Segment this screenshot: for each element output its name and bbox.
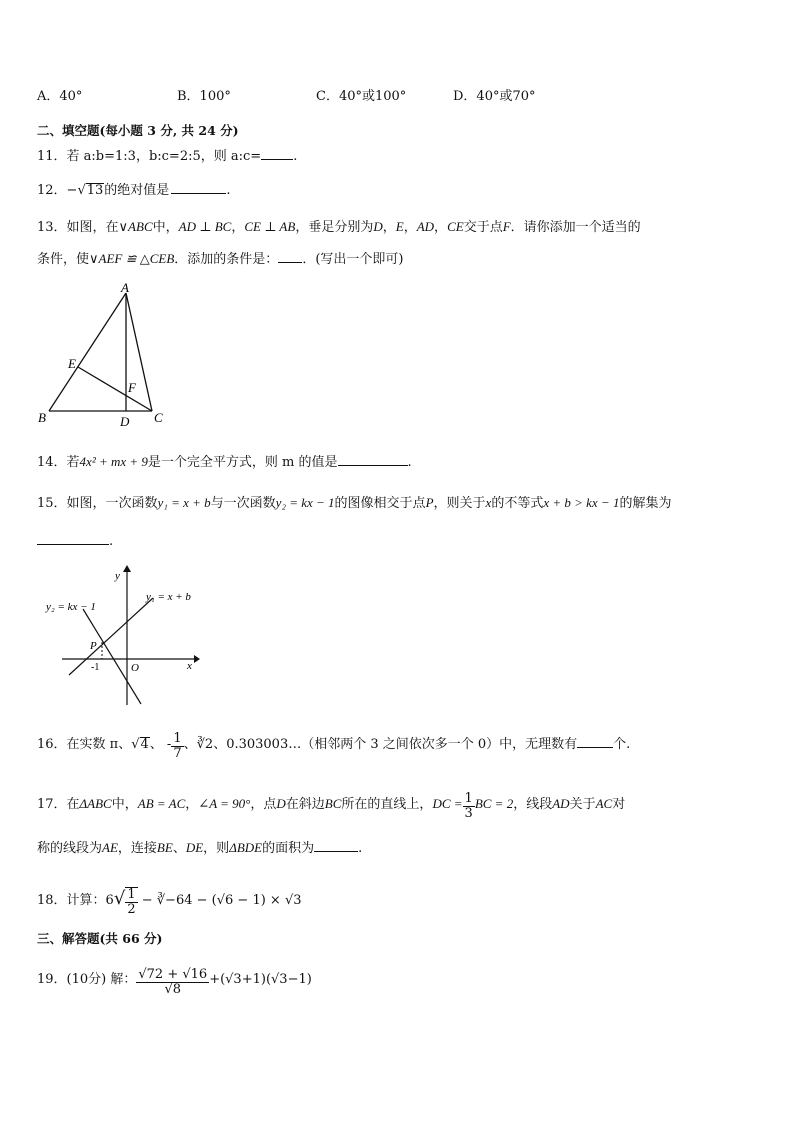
q17-text: 称的线段为 bbox=[37, 841, 103, 856]
question-17-line-1 bbox=[37, 792, 625, 821]
label-neg-one: -1 bbox=[91, 662, 100, 673]
q16-cuberoot: ∛2 bbox=[196, 737, 214, 752]
q13-text: ，垂足分别为 bbox=[295, 220, 374, 235]
q18-operator: × bbox=[265, 893, 285, 908]
q19-text: 19．(10分) 解： bbox=[37, 972, 137, 987]
q16-text: 、0.303003…（相邻两个 3 之间依次多一个 0）中，无理数有 bbox=[213, 737, 578, 752]
q17-condition: AB = AC bbox=[137, 796, 186, 811]
q15-inequality: x + b > kx − 1 bbox=[543, 495, 620, 510]
q12-number: 12． bbox=[37, 183, 67, 198]
question-14 bbox=[37, 453, 412, 471]
q18-numerator: 1 bbox=[127, 887, 136, 902]
q18-operator: − bbox=[137, 893, 157, 908]
label-y-axis: y bbox=[115, 570, 120, 582]
q13-segment: AD bbox=[416, 219, 435, 234]
q17-dc: DC = bbox=[432, 796, 463, 811]
q13-condition: CE ⊥ AB bbox=[244, 219, 296, 234]
q13-point: D bbox=[373, 219, 383, 234]
option-d: D．40°或70° bbox=[453, 89, 536, 104]
y-axis-arrow bbox=[123, 565, 131, 572]
question-13-line-1: 13．如图，在∨ABC中，AD ⊥ BC，CE ⊥ AB，垂足分别为D，E，AD，CE交于点F．请你添加一个适当的 bbox=[37, 219, 641, 235]
label-e: E bbox=[68, 356, 76, 371]
q15-variable: x bbox=[485, 495, 492, 510]
line-y2 bbox=[83, 609, 141, 704]
q17-triangle: ΔABC bbox=[79, 796, 112, 811]
label-origin: O bbox=[131, 662, 139, 674]
q17-text: 中， bbox=[111, 797, 138, 812]
q17-text: 所在的直线上， bbox=[341, 797, 433, 812]
q13-point: F bbox=[502, 219, 511, 234]
section-title-solve: 三、解答题(共 66 分) bbox=[37, 931, 163, 946]
q13-text: 条件，使 bbox=[37, 252, 90, 267]
q17-text: ，线段 bbox=[513, 797, 553, 812]
q16-fraction bbox=[171, 732, 183, 761]
answer-blank[interactable] bbox=[261, 147, 293, 160]
q12-minus: − bbox=[66, 183, 78, 198]
q17-segment: AD bbox=[552, 796, 570, 811]
q17-bc-value: BC = 2 bbox=[474, 796, 514, 811]
q17-text: ，点 bbox=[250, 797, 277, 812]
q13-condition: AD ⊥ BC bbox=[178, 219, 232, 234]
q16-radicand: 4 bbox=[140, 737, 149, 752]
q19-fraction bbox=[136, 968, 209, 997]
label-f: F bbox=[128, 380, 136, 395]
q18-parenthesized: (√6 − 1) bbox=[211, 893, 266, 908]
q19-expression: +(√3+1)(√3−1) bbox=[209, 972, 312, 987]
q12-radical: √13 bbox=[77, 183, 104, 198]
answer-blank[interactable] bbox=[338, 453, 408, 466]
q18-operator: − bbox=[192, 893, 212, 908]
question-11 bbox=[37, 147, 297, 165]
label-b: B bbox=[38, 410, 46, 425]
q16-text: 16．在实数 π、 bbox=[37, 737, 132, 752]
q13-text: 13．如图，在 bbox=[37, 220, 119, 235]
q11-text: 11．若 a:b=1:3，b:c=2:5，则 a:c= bbox=[37, 149, 262, 164]
label-a: A bbox=[121, 280, 129, 295]
q18-fraction bbox=[125, 887, 137, 917]
answer-blank[interactable] bbox=[171, 181, 226, 194]
label-line-y2: y₂ = kx − 1 bbox=[46, 601, 96, 613]
q15-text: 的图像相交于点 bbox=[334, 496, 426, 511]
q17-point: D bbox=[276, 796, 286, 811]
q12-text: 的绝对值是 bbox=[104, 183, 170, 198]
q13-text: 中， bbox=[152, 220, 179, 235]
q12-end: . bbox=[226, 183, 231, 198]
q17-text: ，则 bbox=[203, 841, 230, 856]
q18-radical: √ bbox=[113, 888, 126, 909]
q17-segment: AC bbox=[595, 796, 613, 811]
q17-text: 的面积为 bbox=[262, 841, 315, 856]
q18-denominator: 2 bbox=[127, 902, 136, 917]
q15-end: . bbox=[109, 534, 114, 549]
answer-blank[interactable] bbox=[577, 735, 613, 748]
question-12 bbox=[37, 181, 230, 199]
label-d: D bbox=[120, 414, 130, 429]
q17-text: 17．在 bbox=[37, 797, 80, 812]
q16-denominator: 7 bbox=[173, 746, 182, 761]
q15-text: 15．如图，一次函数 bbox=[37, 496, 158, 511]
q18-text: 18．计算：6 bbox=[37, 893, 114, 908]
q12-radicand: 13 bbox=[86, 183, 104, 198]
segment-ab bbox=[49, 293, 126, 411]
answer-blank[interactable] bbox=[37, 532, 109, 545]
q16-numerator: 1 bbox=[173, 731, 182, 746]
linear-functions-graph bbox=[40, 562, 205, 712]
q17-triangle: ΔBDE bbox=[229, 840, 263, 855]
q16-sqrt4: √4 bbox=[131, 737, 149, 752]
q17-condition: ∠A = 90° bbox=[198, 796, 251, 811]
question-15-line-2 bbox=[37, 532, 113, 550]
q15-point: P bbox=[425, 495, 434, 510]
q17-sep: 、 bbox=[172, 841, 186, 856]
q16-end: 个. bbox=[613, 737, 631, 752]
option-c: C．40°或100° bbox=[316, 89, 407, 104]
q13-text: ．请你添加一个适当的 bbox=[510, 220, 641, 235]
q15-text: 与一次函数 bbox=[210, 496, 276, 511]
q17-text: 在斜边 bbox=[285, 797, 325, 812]
q15-text: 的不等式 bbox=[491, 496, 544, 511]
q15-text: 的解集为 bbox=[619, 496, 672, 511]
label-p: P bbox=[90, 640, 97, 652]
q18-cuberoot: ∛−64 bbox=[156, 893, 193, 908]
q13-segment: CE bbox=[447, 219, 464, 234]
option-a: A．40° bbox=[37, 89, 83, 104]
question-13-line-2 bbox=[37, 250, 403, 268]
section-title-fill-blank: 二、填空题(每小题 3 分, 共 24 分) bbox=[37, 123, 239, 138]
q16-text: 、 bbox=[183, 737, 197, 752]
q13-text: 交于点 bbox=[463, 220, 503, 235]
q11-end: . bbox=[293, 149, 298, 164]
q17-end: . bbox=[358, 841, 363, 856]
q17-fraction bbox=[463, 792, 475, 821]
label-line-y1: y₁ = x + b bbox=[146, 591, 191, 603]
q14-end: . bbox=[407, 455, 412, 470]
question-18 bbox=[37, 887, 302, 917]
q13-text: ．添加的条件是： bbox=[174, 252, 279, 267]
answer-blank[interactable] bbox=[278, 250, 302, 263]
q17-segment: DE bbox=[185, 840, 204, 855]
q19-denominator: √8 bbox=[164, 982, 182, 997]
q17-sep: ， bbox=[185, 797, 199, 812]
answer-blank[interactable] bbox=[314, 839, 358, 852]
q17-numerator: 1 bbox=[464, 791, 473, 806]
option-b: B．100° bbox=[177, 89, 231, 104]
q16-text: 、 - bbox=[149, 737, 172, 752]
q14-text: 14．若 bbox=[37, 455, 80, 470]
q15-text: ，则关于 bbox=[433, 496, 486, 511]
q13-text: ．(写出一个即可) bbox=[302, 252, 404, 267]
q19-numerator: √72 + √16 bbox=[138, 967, 208, 982]
q18-sqrt3: √3 bbox=[284, 893, 302, 908]
question-15-line-1 bbox=[37, 495, 671, 512]
q17-denominator: 3 bbox=[464, 806, 473, 821]
q17-text: 对 bbox=[612, 797, 626, 812]
question-16 bbox=[37, 732, 630, 761]
q13-point: E bbox=[395, 219, 404, 234]
q13-triangle: ∨ABC bbox=[118, 219, 153, 234]
label-x-axis: x bbox=[187, 660, 192, 672]
q14-text: 是一个完全平方式，则 m 的值是 bbox=[147, 455, 338, 470]
q15-function-2: y₂ = kx − 1 bbox=[275, 495, 335, 510]
segment-ce bbox=[78, 367, 152, 411]
q17-segment: BC bbox=[324, 796, 342, 811]
x-axis-arrow bbox=[194, 655, 200, 663]
question-19 bbox=[37, 968, 312, 997]
q14-expression: 4x² + mx + 9 bbox=[79, 454, 148, 469]
label-c: C bbox=[154, 410, 163, 425]
q13-sep: ， bbox=[231, 220, 245, 235]
triangle-figure bbox=[34, 280, 174, 430]
q17-segment: AE bbox=[102, 840, 118, 855]
q13-congruence: ∨AEF ≌ △CEB bbox=[89, 251, 175, 266]
q17-text: ，连接 bbox=[117, 841, 157, 856]
q17-text: 关于 bbox=[569, 797, 596, 812]
question-17-line-2 bbox=[37, 839, 362, 857]
q15-function-1: y₁ = x + b bbox=[157, 495, 211, 510]
q17-segment: BE bbox=[156, 840, 173, 855]
